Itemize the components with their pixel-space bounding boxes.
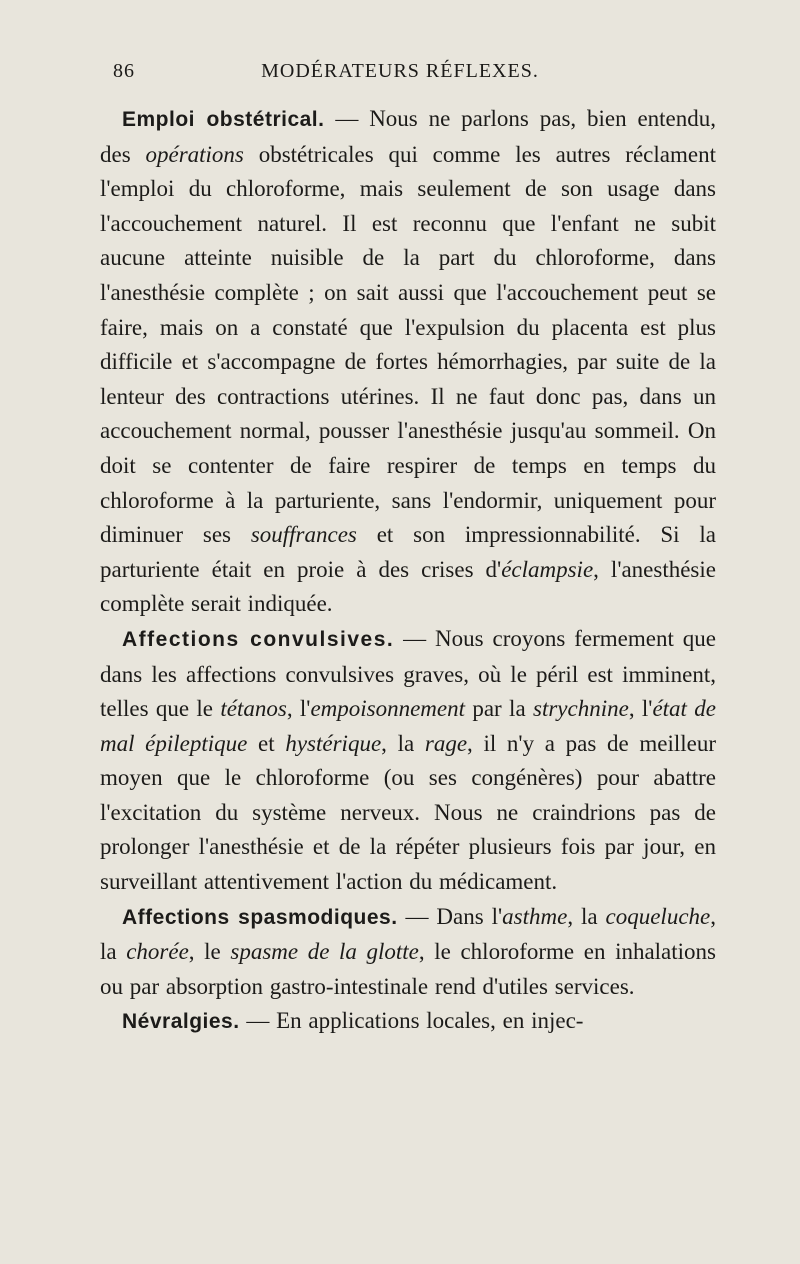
paragraph-convulsive: Affections convulsives. — Nous croyons fermement que dans les affections convulsives graves, où le péril est imminent, telles que le tétanos, l'empoisonnement par la strychnine, l'état de mal épileptique et hystérique, la rage, il n'y a pas de meilleur moyen que le chloroforme (ou ses congénères) pour abattre l'excitation du système nerveux. Nous ne craindrions pas de prolonger l'anesthésie et de la répéter plusieurs fois par jour, en surveillant attentivement l'action du médicament. [100,625,717,895]
paragraph-obstetrical: Emploi obstétrical. — Nous ne parlons pas, bien entendu, des opérations obstétricales qui comme les autres réclament l'emploi du chloroforme, mais seulement de son usage dans l'accouchement naturel. Il est reconnu que l'enfant ne subit aucune atteinte nuisible de la part du chloroforme, dans l'anesthésie complète ; on sait aussi que l'accouchement peut se faire, mais on a constaté que l'expulsion du placenta est plus difficile et s'accompagne de fortes hémorrhagies, par suite de la lenteur des contractions utérines. Il ne faut donc pas, dans un accouchement normal, pousser l'anesthésie jusqu'au sommeil. On doit se contenter de faire respirer de temps en temps du chloroforme à la parturiente, sans l'endormir, uniquement pour diminuer ses souffrances et son impressionnabilité. Si la parturiente était en proie à des crises d'éclampsie, l'anesthésie complète serait indiquée. [100,106,717,617]
running-title: MODÉRATEURS RÉFLEXES. [261,60,539,82]
page-header [0,60,800,88]
body-text [100,102,716,1040]
heading-convulsive: Affections convulsives. [122,627,395,651]
paragraph-neuralgia: Névralgies. — En applications locales, en injec- [122,1008,584,1034]
heading-obstetrical: Emploi obstétrical. [122,108,325,131]
heading-neuralgia: Névralgies. [122,1010,240,1034]
heading-spasmodic: Affections spasmodiques. [122,905,398,929]
paragraph-spasmodic: Affections spasmodiques. — Dans l'asthme, la coqueluche, la chorée, le spasme de la glotte, le chloroforme en inhalations ou par absorption gastro-intestinale rend d'utiles services. [100,903,716,999]
page-number: 86 [113,60,135,82]
